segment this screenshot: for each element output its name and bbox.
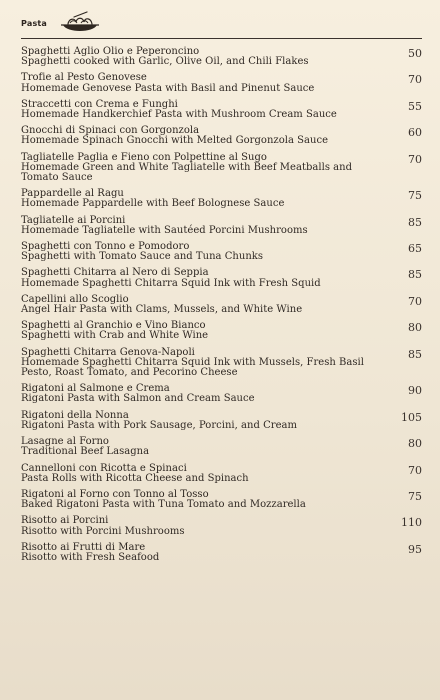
menu-item-name: Risotto ai Porcini	[21, 515, 109, 527]
menu-item-name: Spaghetti con Tonno e Pomodoro	[21, 241, 190, 253]
menu-item	[21, 295, 422, 315]
menu-item-description: Baked Rigatoni Pasta with Tuna Tomato and Mozzarella	[21, 499, 306, 511]
menu-item	[21, 100, 422, 120]
menu-item	[21, 516, 422, 536]
menu-item	[21, 437, 422, 457]
menu-item	[21, 411, 422, 431]
menu-item-name: Lasagne al Forno	[21, 436, 109, 448]
menu-item-name: Trofie al Pesto Genovese	[21, 72, 147, 84]
menu-item-description: Homemade Handkerchief Pasta with Mushroom Cream Sauce	[21, 109, 337, 121]
menu-item-description: Homemade Pappardelle with Beef Bolognese Sauce	[21, 198, 285, 210]
menu-item-name: Spaghetti Aglio Olio e Peperoncino	[21, 46, 200, 57]
menu-item	[21, 321, 422, 341]
menu-item-name: Rigatoni della Nonna	[21, 409, 129, 421]
menu-item-price: 80	[407, 321, 422, 335]
menu-item-price: 110	[400, 516, 422, 530]
menu-item	[21, 242, 422, 262]
menu-item-description: Traditional Beef Lasagna	[21, 446, 150, 458]
menu-item-description: Rigatoni Pasta with Salmon and Cream Sauce	[21, 393, 255, 405]
menu-item-description: Homemade Green and White Tagliatelle with Beef Meatballs and Tomato Sauce	[21, 161, 353, 184]
menu-item-description: Homemade Tagliatelle with Sautéed Porcini Mushrooms	[21, 224, 308, 236]
section-title: Pasta	[21, 18, 48, 28]
menu-item	[21, 348, 422, 379]
menu-item-name: Tagliatelle ai Porcini	[21, 214, 126, 226]
menu-item-price: 75	[407, 489, 422, 503]
menu-item	[21, 216, 422, 236]
menu-item-name: Rigatoni al Forno con Tonno al Tosso	[21, 488, 209, 500]
menu-item	[21, 153, 422, 184]
menu-item	[21, 384, 422, 404]
pasta-bowl-icon	[57, 9, 103, 37]
menu-item-description: Homemade Spaghetti Chitarra Squid Ink with Fresh Squid	[21, 277, 321, 289]
menu-item-name: Spaghetti Chitarra al Nero di Seppia	[21, 267, 209, 279]
menu-item	[21, 490, 422, 510]
menu-item-description: Risotto with Porcini Mushrooms	[21, 525, 185, 537]
menu-item-description: Homemade Spinach Gnocchi with Melted Gorgonzola Sauce	[21, 135, 329, 147]
menu-item	[21, 47, 422, 67]
menu-item-price: 85	[407, 347, 422, 361]
menu-item-name: Spaghetti Chitarra Genova-Napoli	[21, 346, 195, 358]
menu-item-price: 70	[407, 73, 422, 87]
menu-item-description: Risotto with Fresh Seafood	[21, 551, 160, 563]
menu-item-name: Rigatoni al Salmone e Crema	[21, 383, 170, 395]
menu-item	[21, 126, 422, 146]
menu-item-price: 95	[407, 542, 422, 556]
menu-item-name: Straccetti con Crema e Funghi	[21, 98, 178, 110]
menu-item-price: 85	[407, 215, 422, 229]
menu-item-description: Spaghetti with Crab and White Wine	[21, 330, 209, 342]
menu-item	[21, 543, 422, 563]
menu-header	[21, 8, 422, 38]
menu-item-price: 65	[407, 242, 422, 256]
menu-item-description: Pasta Rolls with Ricotta Cheese and Spinach	[21, 472, 249, 484]
menu-item	[21, 464, 422, 484]
menu-item-price: 105	[400, 410, 422, 424]
menu-item	[21, 268, 422, 288]
menu-item	[21, 189, 422, 209]
menu-item-price: 80	[407, 437, 422, 451]
menu-item-description: Rigatoni Pasta with Pork Sausage, Porcini, and Cream	[21, 419, 297, 431]
menu-item-name: Spaghetti al Granchio e Vino Bianco	[21, 320, 206, 332]
menu-item-name: Gnocchi di Spinaci con Gorgonzola	[21, 125, 200, 137]
menu-item	[21, 73, 422, 93]
menu-item-price: 75	[407, 189, 422, 203]
menu-item-name: Cannelloni con Ricotta e Spinaci	[21, 462, 187, 474]
menu-item-name: Risotto ai Frutti di Mare	[21, 541, 146, 553]
menu-item-description: Spaghetti cooked with Garlic, Olive Oil, and Chili Flakes	[21, 56, 309, 68]
pasta-menu-list	[21, 47, 422, 563]
menu-item-price: 70	[407, 463, 422, 477]
menu-item-price: 70	[407, 294, 422, 308]
menu-item-price: 70	[407, 152, 422, 166]
menu-item-name: Pappardelle al Ragu	[21, 188, 124, 200]
menu-item-description: Spaghetti with Tomato Sauce and Tuna Chunks	[21, 251, 264, 263]
menu-item-price: 90	[407, 384, 422, 398]
menu-item-price: 55	[407, 99, 422, 113]
menu-item-description: Angel Hair Pasta with Clams, Mussels, and White Wine	[21, 304, 303, 316]
menu-item-name: Tagliatelle Paglia e Fieno con Polpettine al Sugo	[21, 151, 267, 163]
menu-item-name: Capellini allo Scoglio	[21, 293, 129, 305]
header-rule	[21, 38, 422, 39]
menu-item-price: 85	[407, 268, 422, 282]
menu-item-description: Homemade Spaghetti Chitarra Squid Ink with Mussels, Fresh Basil Pesto, Roast Tomato, and Pecorino Cheese	[21, 356, 364, 379]
menu-item-description: Homemade Genovese Pasta with Basil and Pinenut Sauce	[21, 82, 315, 94]
menu-item-price: 60	[407, 126, 422, 140]
menu-item-price: 50	[407, 47, 422, 60]
